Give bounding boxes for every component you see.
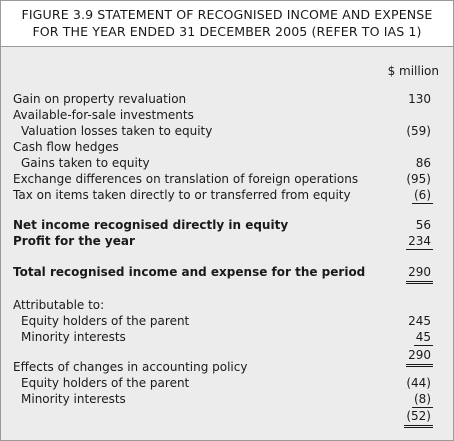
row-minority-interests [13,329,431,345]
row-available-for-sale [13,107,431,123]
row-profit-for-year [13,233,431,249]
row-label: Minority interests [21,330,126,344]
row-label: Net income recognised directly in equity [13,218,289,232]
row-label: Valuation losses taken to equity [21,124,213,138]
row-tax-on-items [13,187,431,203]
row-value: (95) [406,172,431,186]
row-label: Available-for-sale investments [13,108,194,122]
row-value: 130 [408,92,431,106]
row-effects-policy-changes [13,359,431,375]
row-label: Effects of changes in accounting policy [13,360,248,374]
row-valuation-losses [13,123,431,139]
row-value: 245 [408,314,431,328]
row-gains-taken-to-equity [13,155,431,171]
row-label: Gains taken to equity [21,156,150,170]
row-label: Gain on property revaluation [13,92,187,106]
statement-title [1,1,453,47]
row-label: Equity holders of the parent [21,376,190,390]
row-label: Equity holders of the parent [21,314,190,328]
row-cash-flow-hedges [13,139,431,155]
row-value: (6) [414,188,431,202]
unit-label: $ million [387,64,439,78]
row-policy-total [13,408,431,424]
row-value: 290 [408,348,431,362]
row-label: Total recognised income and expense for the period [13,265,366,279]
row-value: (59) [406,124,431,138]
row-value: (8) [414,392,431,406]
row-gain-property-revaluation [13,91,431,107]
row-label: Profit for the year [13,234,135,248]
row-value: 234 [408,234,431,248]
row-label: Cash flow hedges [13,140,119,154]
row-value: 45 [415,330,431,344]
row-exchange-differences [13,171,431,187]
row-label: Tax on items taken directly to or transferred from equity [13,188,351,202]
row-value: (44) [406,376,431,390]
row-net-income-recognised [13,217,431,233]
row-policy-minority-interests [13,391,431,407]
row-label: Exchange differences on translation of foreign operations [13,172,359,186]
row-value: (52) [406,409,431,423]
row-total-recognised [13,264,431,280]
row-value: 56 [415,218,431,232]
row-attributable-to [13,297,431,313]
row-equity-holders-parent [13,313,431,329]
row-value: 86 [415,156,431,170]
row-label: Attributable to: [13,298,105,312]
title-line-2: FOR THE YEAR ENDED 31 DECEMBER 2005 (REFER TO IAS 1) [32,24,422,39]
row-value: 290 [408,265,431,279]
row-policy-equity-holders [13,375,431,391]
title-line-1: FIGURE 3.9 STATEMENT OF RECOGNISED INCOME AND EXPENSE [21,7,433,22]
row-label: Minority interests [21,392,126,406]
